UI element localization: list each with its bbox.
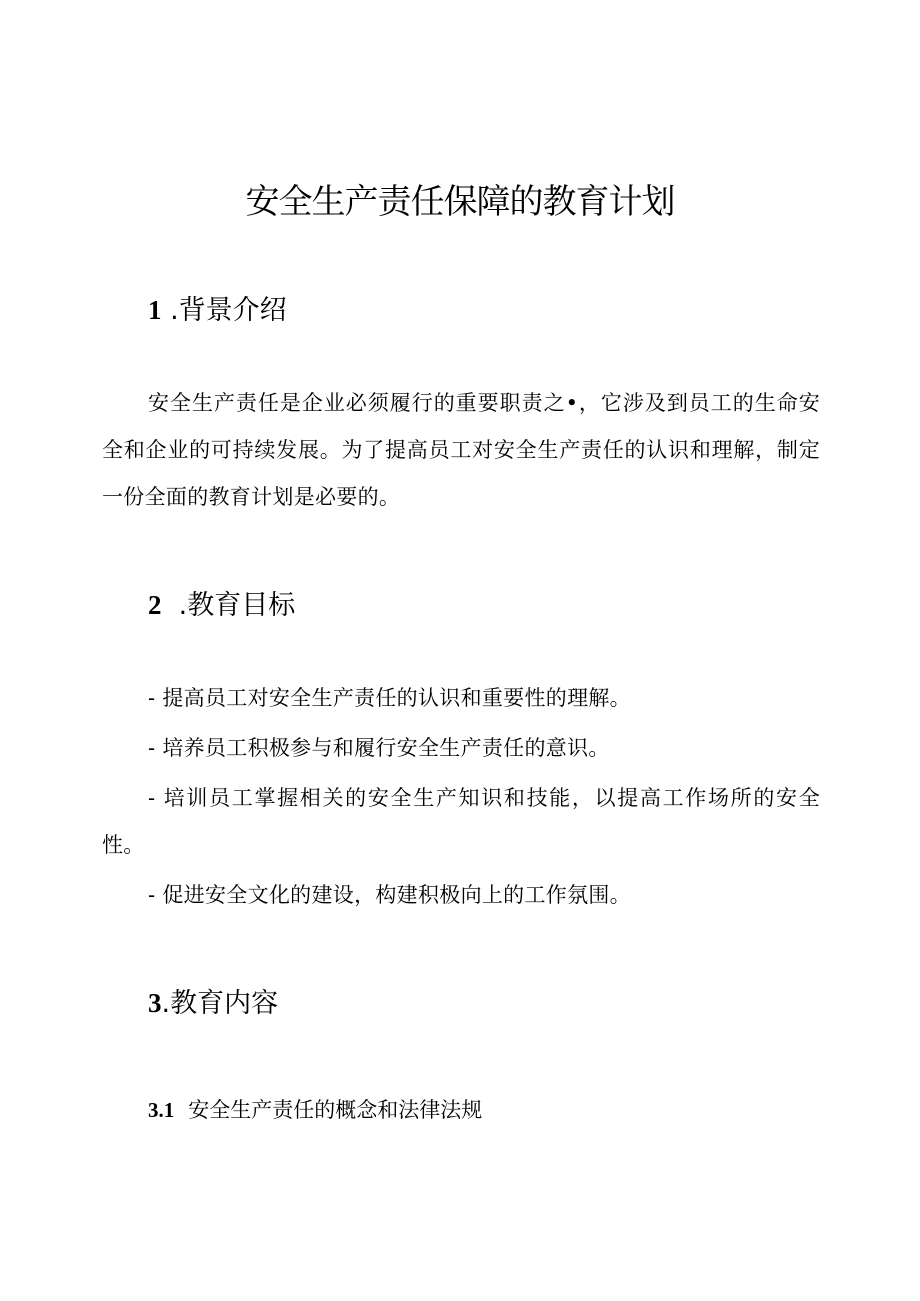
section-2-heading xyxy=(148,585,295,626)
section-1-number: 1 xyxy=(148,295,162,325)
goal-item-3: - 培训员工掌握相关的安全生产知识和技能，以提高工作场所的安全性。 xyxy=(102,786,820,857)
section-1-heading xyxy=(148,290,287,331)
subsection-3-1-number: 3.1 xyxy=(148,1098,175,1122)
section-1-title: .背景介绍 xyxy=(161,295,287,326)
section-2-number: 2 xyxy=(148,590,162,620)
subsection-3-1-title: 安全生产责任的概念和法律法规 xyxy=(188,1098,483,1122)
goal-item-1: - 提高员工对安全生产责任的认识和重要性的理解。 xyxy=(148,686,631,710)
section-3-number: 3 xyxy=(148,988,162,1018)
goal-item-2: - 培养员工积极参与和履行安全生产责任的意识。 xyxy=(148,736,610,760)
section-3-title: .教育内容 xyxy=(161,988,279,1019)
subsection-3-1-heading xyxy=(148,1094,482,1126)
section-1-paragraph: 安全生产责任是企业必须履行的重要职责之•，它涉及到员工的生命安全和企业的可持续发展。为了提高员工对安全生产责任的认识和理解，制定一份全面的教育计划是必要的。 xyxy=(102,391,820,509)
goal-item-4: - 促进安全文化的建设，构建积极向上的工作氛围。 xyxy=(148,883,631,907)
document-title: 安全生产责任保障的教育计划 xyxy=(245,182,675,222)
section-2-title: .教育目标 xyxy=(161,590,296,621)
section-3-heading xyxy=(148,983,278,1024)
